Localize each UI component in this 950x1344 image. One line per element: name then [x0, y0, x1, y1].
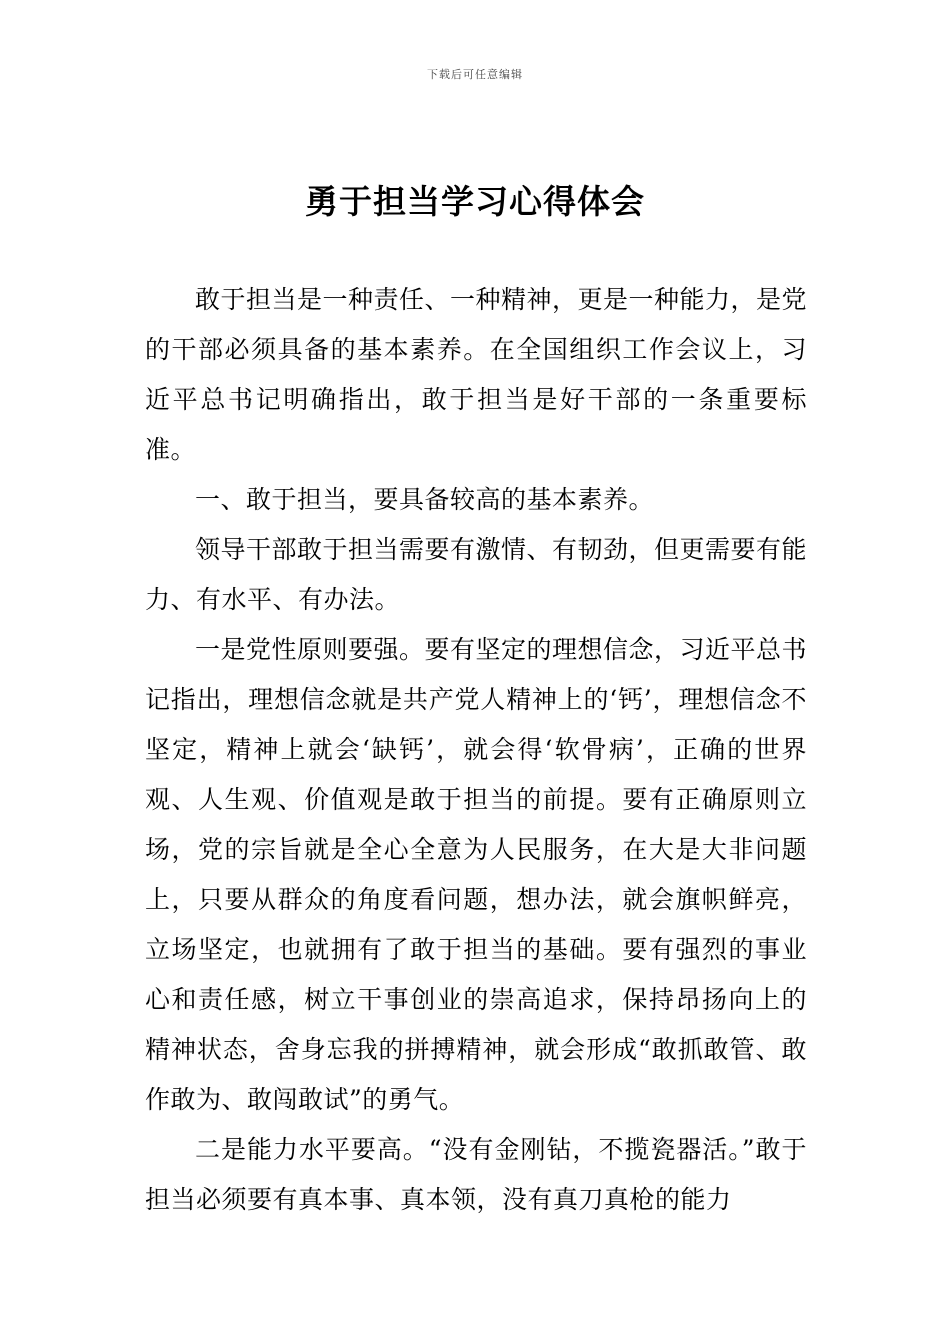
paragraph-point-one: 一是党性原则要强。要有坚定的理想信念，习近平总书记指出，理想信念就是共产党人精神上的‘钙’，理想信念不坚定，精神上就会‘缺钙’，就会得‘软骨病’，正确的世界观、人生观、价值观是敢于担当的前提。要有正确原则立场，党的宗旨就是全心全意为人民服务，在大是大非问题上，只要从群众的角度看问题，想办法，就会旗帜鲜亮，立场坚定，也就拥有了敢于担当的基础。要有强烈的事业心和责任感，树立干事创业的崇高追求，保持昂扬向上的精神状态，舍身忘我的拼搏精神，就会形成“敢抓敢管、敢作敢为、敢闯敢试”的勇气。 [145, 635, 808, 1114]
document-title: 勇于担当学习心得体会 [305, 182, 645, 221]
paragraph-section-heading: 一、敢于担当，要具备较高的基本素养。 [195, 485, 655, 514]
header-note: 下载后可任意编辑 [427, 68, 523, 81]
paragraph-leadership: 领导干部敢于担当需要有激情、有韧劲，但更需要有能力、有水平、有办法。 [145, 535, 808, 614]
paragraph-point-two: 二是能力水平要高。“没有金刚钻，不揽瓷器活。”敢于担当必须要有真本事、真本领，没有真刀真枪的能力 [145, 1135, 807, 1214]
document-body [145, 275, 807, 1225]
paragraph-intro: 敢于担当是一种责任、一种精神，更是一种能力，是党的干部必须具备的基本素养。在全国组织工作会议上，习近平总书记明确指出，敢于担当是好干部的一条重要标准。 [145, 285, 808, 464]
